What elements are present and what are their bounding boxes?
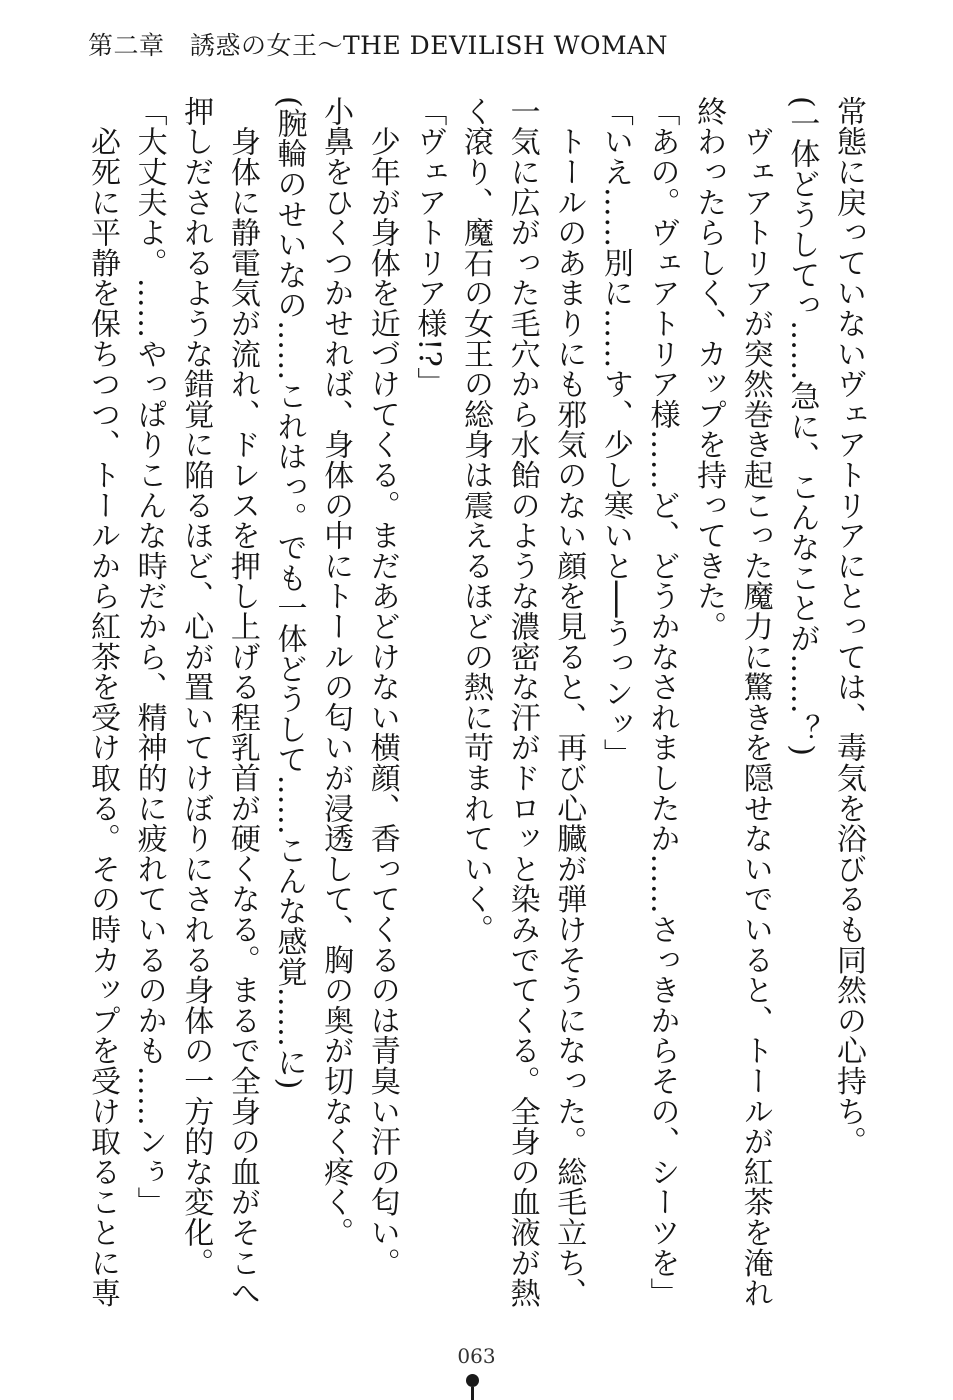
text-line: 小鼻をひくつかせれば、身体の中にトールの匂いが浸透して、胸の奥が切なく疼く。 — [318, 96, 354, 1248]
text-line: く滾り、魔石の女王の総身は震えるほどの熱に苛まれていく。 — [458, 96, 493, 945]
running-header: 第二章 誘惑の女王〜THE DEVILISH WOMAN — [88, 31, 668, 60]
text-line: 「いえ……別に……す、少し寒いと──うっンッ」 — [597, 96, 633, 770]
text-line: 終わったらしく、カップを持ってきた。 — [691, 96, 727, 642]
text-line: 「あの。ヴェアトリア様……ど、どうかなされましたか……さっきからその、シーツを」 — [644, 96, 680, 1308]
page-marker-tick — [471, 1387, 474, 1400]
body-text — [80, 96, 870, 1308]
text-line: ヴェアトリアが突然巻き起こった魔力に驚きを隠せないでいると、トールが紅茶を淹れ — [737, 96, 773, 1308]
text-line: 「ヴェアトリア様!?」 — [411, 96, 447, 398]
text-line: トールのあまりにも邪気のない顔を見ると、再び心臓が弾けそうになった。総毛立ち、 — [551, 96, 587, 1308]
text-line: 一気に広がった毛穴から水飴のような濃密な汗がドロッと染みでてくる。全身の血液が熱 — [504, 96, 540, 1308]
page-marker-dot — [466, 1374, 479, 1387]
text-line: 「大丈夫よ。……やっぱりこんな時だから、精神的に疲れているのかも……ンぅ」 — [131, 96, 167, 1218]
text-line: 身体に静電気が流れ、ドレスを押し上げる程乳首が硬くなる。まるで全身の血がそこへ — [224, 96, 260, 1308]
text-line: 常態に戻っていないヴェアトリアにとっては、毒気を浴びるも同然の心持ち。 — [831, 96, 866, 1157]
page-number: 063 — [457, 1344, 496, 1368]
text-line: 少年が身体を近づけてくる。まだあどけない横顔、香ってくるのは青臭い汗の匂い。 — [364, 96, 400, 1278]
text-line: 必死に平静を保ちつつ、トールから紅茶を受け取る。その時カップを受け取ることに専 — [85, 96, 120, 1308]
text-line: (一体どうしてっ……急に、こんなことが……？) — [784, 96, 820, 757]
text-line: (腕輪のせいなの……これはっ。でも一体どうして……こんな感覚……に) — [271, 96, 307, 1090]
text-line: 押しだされるような錯覚に陥るほど、心が置いてけぼりにされる身体の一方的な変化。 — [178, 96, 214, 1278]
